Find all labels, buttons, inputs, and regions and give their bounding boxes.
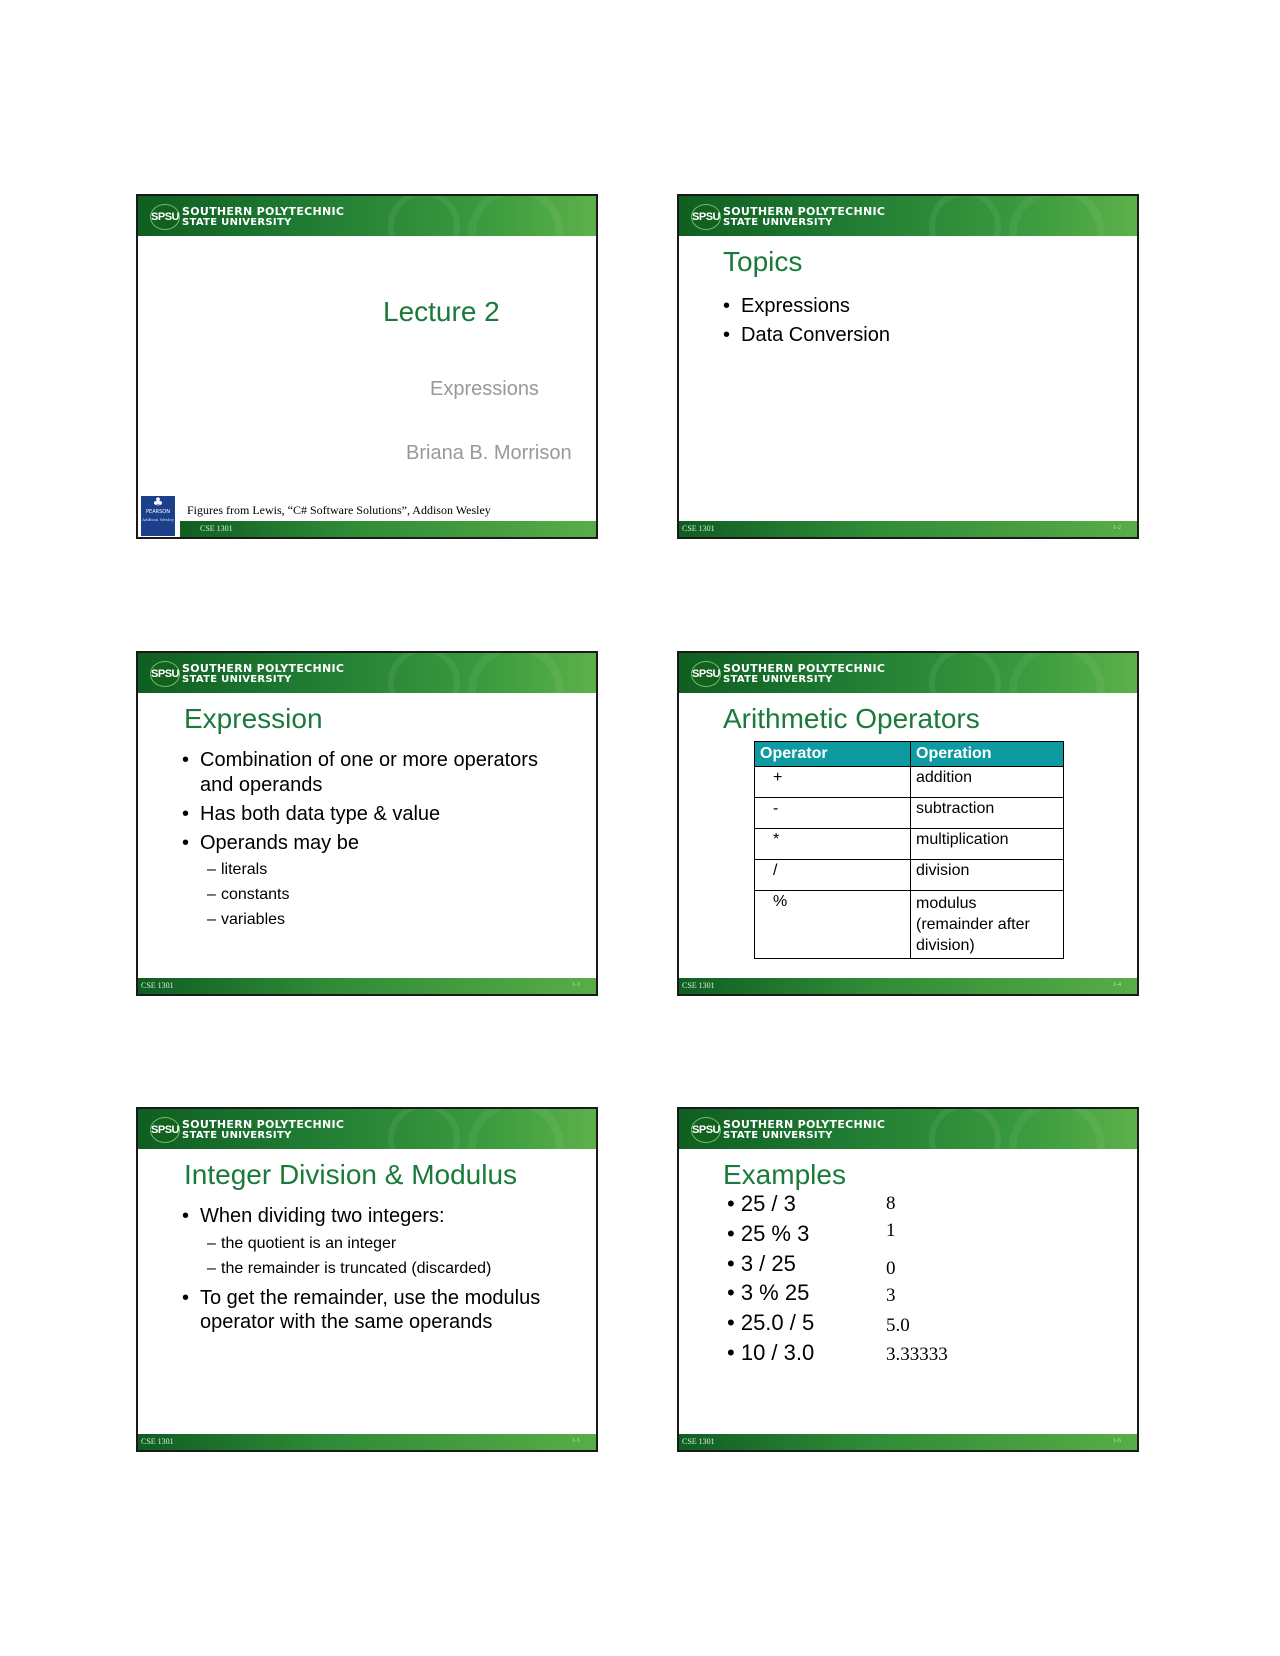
slide-3 <box>136 651 598 996</box>
table-row <box>755 767 1064 798</box>
column-header: Operator <box>755 742 911 767</box>
slide-5 <box>136 1107 598 1452</box>
spsu-logo: SPSU <box>150 1117 180 1143</box>
list-item: • Combination of one or more operators and operands <box>182 748 562 798</box>
example-result: 0 <box>886 1258 896 1279</box>
university-name-line2: STATE UNIVERSITY <box>723 674 833 685</box>
slide-footer <box>679 1434 1137 1450</box>
list-item: – the quotient is an integer <box>207 1231 491 1256</box>
table-row <box>755 829 1064 860</box>
course-code: CSE 1301 <box>200 524 233 533</box>
pearson-icon: ♣ <box>152 495 164 509</box>
slide-header <box>138 653 596 693</box>
course-code: CSE 1301 <box>682 1437 715 1446</box>
example-result: 5.0 <box>886 1315 910 1336</box>
example-result: 1 <box>886 1220 896 1241</box>
course-code: CSE 1301 <box>682 981 715 990</box>
slide-footer <box>138 1434 596 1450</box>
slide-footer <box>679 521 1137 537</box>
slide-number: 1-5 <box>572 1438 580 1444</box>
university-name: SOUTHERN POLYTECHNIC <box>182 662 345 675</box>
pearson-logo: ♣ PEARSON Addison Wesley <box>141 496 175 536</box>
sub-list <box>207 1231 491 1281</box>
university-name: SOUTHERN POLYTECHNIC <box>723 662 886 675</box>
university-name-line2: STATE UNIVERSITY <box>723 1130 833 1141</box>
operation-cell: multiplication <box>911 829 1064 860</box>
university-name: SOUTHERN POLYTECHNIC <box>723 1118 886 1131</box>
column-header: Operation <box>911 742 1064 767</box>
slide-title: Lecture 2 <box>383 296 500 327</box>
example-expression: • 25 % 3 <box>727 1221 810 1246</box>
slide-2 <box>677 194 1139 539</box>
spsu-logo: SPSU <box>691 204 721 230</box>
operation-cell: modulus (remainder after division) <box>911 891 1064 959</box>
operator-cell: - <box>755 798 911 829</box>
spsu-logo: SPSU <box>150 661 180 687</box>
list-item: – literals <box>207 857 289 882</box>
course-code: CSE 1301 <box>141 981 174 990</box>
example-expression: • 25.0 / 5 <box>727 1310 815 1335</box>
example-expression: • 10 / 3.0 <box>727 1340 815 1365</box>
slide-header <box>138 196 596 236</box>
list-item: • When dividing two integers: <box>182 1204 562 1229</box>
university-name: SOUTHERN POLYTECHNIC <box>723 205 886 218</box>
university-name-line2: STATE UNIVERSITY <box>182 217 292 228</box>
bullet-list <box>182 1286 562 1334</box>
list-item: • Expressions <box>723 292 890 321</box>
course-code: CSE 1301 <box>682 524 715 533</box>
operators-table <box>754 741 1064 959</box>
slide-number: 1-3 <box>572 982 580 988</box>
university-name-line2: STATE UNIVERSITY <box>182 1130 292 1141</box>
slide-header <box>679 1109 1137 1149</box>
list-item: – the remainder is truncated (discarded) <box>207 1256 491 1281</box>
slide-1 <box>136 194 598 539</box>
list-item: – constants <box>207 882 289 907</box>
university-name: SOUTHERN POLYTECHNIC <box>182 205 345 218</box>
example-expression: • 3 / 25 <box>727 1251 796 1276</box>
slide-header <box>679 196 1137 236</box>
slide-footer <box>180 521 596 537</box>
operator-cell: / <box>755 860 911 891</box>
operation-cell: addition <box>911 767 1064 798</box>
course-code: CSE 1301 <box>141 1437 174 1446</box>
bullet-list <box>182 748 562 856</box>
slide-header <box>138 1109 596 1149</box>
operator-cell: % <box>755 891 911 959</box>
university-name-line2: STATE UNIVERSITY <box>723 217 833 228</box>
topic-list <box>723 292 890 350</box>
example-result: 3.33333 <box>886 1344 948 1365</box>
bullet-list <box>182 1204 562 1229</box>
table-row <box>755 860 1064 891</box>
slide-subtitle: Expressions <box>430 378 539 400</box>
operation-cell: subtraction <box>911 798 1064 829</box>
slide-title: Examples <box>723 1159 846 1190</box>
slide-4 <box>677 651 1139 996</box>
slide-number: 1-4 <box>1113 982 1121 988</box>
example-expression: • 25 / 3 <box>727 1191 796 1216</box>
example-result: 3 <box>886 1285 896 1306</box>
table-row <box>755 798 1064 829</box>
table-row <box>755 891 1064 959</box>
slide-title: Expression <box>184 703 323 734</box>
slide-footer <box>138 978 596 994</box>
list-item: – variables <box>207 907 289 932</box>
example-result: 8 <box>886 1193 896 1214</box>
slide-number: 1-2 <box>1113 525 1121 531</box>
operation-cell: division <box>911 860 1064 891</box>
slide-footer <box>679 978 1137 994</box>
slide-6 <box>677 1107 1139 1452</box>
example-expression: • 3 % 25 <box>727 1280 810 1305</box>
list-item: • Data Conversion <box>723 321 890 350</box>
list-item: • To get the remainder, use the modulus operator with the same operands <box>182 1286 562 1334</box>
spsu-logo: SPSU <box>691 661 721 687</box>
figure-credit: Figures from Lewis, “C# Software Solutions”, Addison Wesley <box>187 503 491 517</box>
slide-title: Integer Division & Modulus <box>184 1159 518 1190</box>
slide-header <box>679 653 1137 693</box>
list-item: • Has both data type & value <box>182 802 562 827</box>
list-item: • Operands may be <box>182 831 562 856</box>
slide-title: Topics <box>723 246 803 277</box>
spsu-logo: SPSU <box>691 1117 721 1143</box>
university-name: SOUTHERN POLYTECHNIC <box>182 1118 345 1131</box>
table-header-row <box>755 742 1064 767</box>
slide-title: Arithmetic Operators <box>723 703 980 734</box>
spsu-logo: SPSU <box>150 204 180 230</box>
slide-number: 1-6 <box>1113 1438 1121 1444</box>
sub-list <box>207 857 289 932</box>
university-name-line2: STATE UNIVERSITY <box>182 674 292 685</box>
author-name: Briana B. Morrison <box>406 442 572 464</box>
operator-cell: + <box>755 767 911 798</box>
operator-cell: * <box>755 829 911 860</box>
